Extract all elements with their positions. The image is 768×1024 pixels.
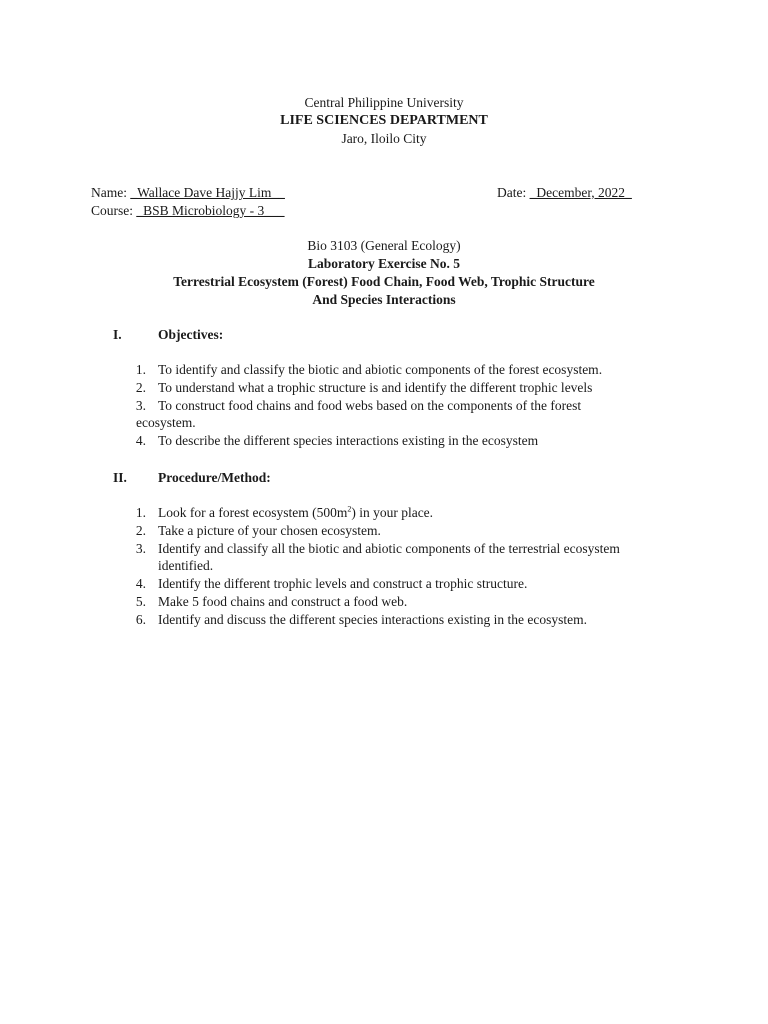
course-label: Course: <box>91 203 133 218</box>
list-item-continuation: ecosystem. <box>136 415 196 430</box>
department-name: LIFE SCIENCES DEPARTMENT <box>280 113 488 128</box>
procedure-heading: Procedure/Method: <box>158 470 271 485</box>
document-page: Central Philippine University LIFE SCIENCES DEPARTMENT Jaro, Iloilo City Name: _Wallace Dave Hajjy Lim__ Date: _December, 2022_ Course: _BSB Microbiology - 3___ Bio 3103 (General Ecology) Laboratory Exercise No. 5 Terrestrial Ecosystem (Forest) Food Chain, Food Web, Trophic Structure And Species Interactions I. Objectives: 1. To identify and classify the biotic and abiotic components of the forest ecosystem. 2. To understand what a trophic structure is and identify the different trophic levels 3. To construct food chains and food webs based on the components of the forest ecosystem. 4. To describe the different species interactions existing in the ecosystem II. Procedure/Method: 1. Look for a forest ecosystem $(500m^2)$ in your place. 2. Take a picture of your chosen ecosystem. 3. Identify and classify all the biotic and abiotic components of the terrestrial ecosystem identified. 4. Identify the different trophic levels and construct a trophic structure. 5. Make 5 food chains and construct a food web. 6. Identify and discuss the different species interactions existing in the ecosystem. <box>0 0 768 1024</box>
list-item-continuation: identified. <box>158 558 214 573</box>
date-line <box>497 184 632 202</box>
name-value: _Wallace Dave Hajjy Lim__ <box>130 185 285 200</box>
university-location: Jaro, Iloilo City <box>341 131 427 146</box>
exercise-title-line1: Terrestrial Ecosystem (Forest) Food Chain, Food Web, Trophic Structure <box>173 274 595 289</box>
name-line <box>91 184 285 202</box>
date-value: _December, 2022_ <box>529 185 632 200</box>
objectives-heading: Objectives: <box>158 327 224 342</box>
course-code: Bio 3103 (General Ecology) <box>307 238 461 253</box>
exercise-title-line2: And Species Interactions <box>312 292 456 307</box>
name-label: Name: <box>91 185 127 200</box>
date-label: Date: <box>497 185 527 200</box>
course-value: _BSB Microbiology - 3___ <box>136 203 285 218</box>
exercise-number: Laboratory Exercise No. 5 <box>308 256 460 271</box>
procedure-numeral: II. <box>113 470 127 485</box>
objectives-numeral: I. <box>113 327 122 342</box>
course-line <box>91 202 285 220</box>
university-name: Central Philippine University <box>304 95 464 110</box>
